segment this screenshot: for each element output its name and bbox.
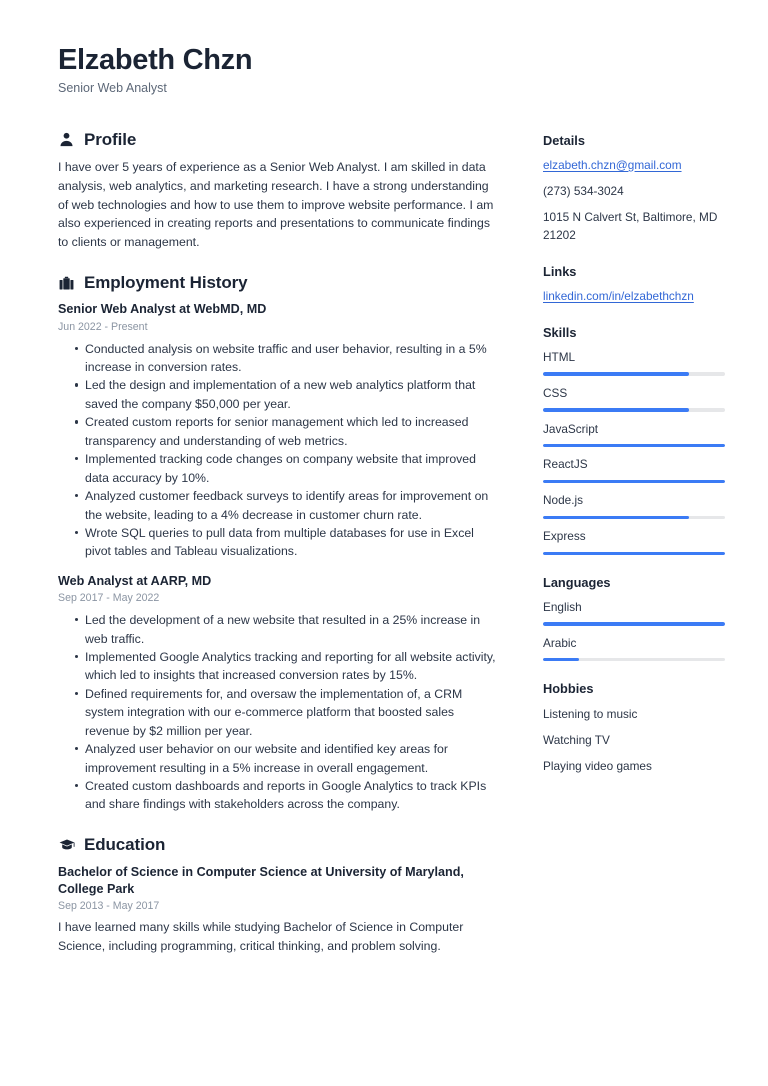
user-icon — [58, 131, 75, 148]
skill-label: JavaScript — [543, 421, 599, 436]
entry-description: I have learned many skills while studying Bachelor of Science in Computer Science, including programming, critical thinking, and problem solving. — [58, 920, 464, 953]
employment-entry — [58, 301, 498, 334]
hobbies-heading: Hobbies — [543, 681, 594, 697]
profile-text: I have over 5 years of experience as a Senior Web Analyst. I am skilled in data analysis, web analytics, and marketing research. I have a strong understanding of web technologies and how to use them to improve website performance. I am also experienced in creating reports and presentations to communicate findings to clients or management. — [58, 160, 494, 250]
bullet-item: Implemented tracking code changes on company website that improved data accuracy by 10%. — [75, 450, 498, 487]
skill-fill — [543, 552, 725, 556]
briefcase-icon — [58, 275, 75, 292]
skill-label: HTML — [543, 349, 576, 364]
hobby-item: Listening to music — [543, 706, 638, 721]
language-item — [543, 636, 743, 662]
skill-track — [543, 408, 725, 412]
candidate-name: Elzabeth Chzn — [58, 44, 253, 76]
entry-date: Jun 2022 - Present — [58, 320, 148, 333]
language-fill — [543, 622, 725, 626]
sidebar-languages — [543, 575, 743, 661]
employment-entry — [58, 573, 498, 606]
bullet-item: Led the design and implementation of a new web analytics platform that saved the company $50,000 per year. — [75, 376, 498, 413]
bullet-item: Wrote SQL queries to pull data from multiple databases for use in Excel pivot tables and Tableau visualizations. — [75, 524, 498, 561]
phone-number: (273) 534-3024 — [543, 184, 624, 199]
employment-entries — [58, 301, 498, 813]
skill-fill — [543, 408, 689, 412]
skill-label: CSS — [543, 385, 568, 400]
education-heading: Education — [84, 834, 166, 854]
sidebar-column — [543, 131, 743, 796]
linkedin-link[interactable]: linkedin.com/in/elzabethchzn — [543, 289, 694, 304]
address: 1015 N Calvert St, Baltimore, MD 21202 — [543, 210, 718, 242]
language-track — [543, 658, 725, 662]
skill-fill — [543, 444, 725, 448]
skill-item — [543, 529, 743, 555]
bullet-item: Created custom reports for senior management which led to increased transparency and understanding of web metrics. — [75, 413, 498, 450]
hobby-item: Watching TV — [543, 733, 610, 747]
language-item — [543, 600, 743, 626]
details-heading: Details — [543, 132, 585, 148]
language-label: English — [543, 599, 582, 614]
entry-date: Sep 2013 - May 2017 — [58, 900, 160, 913]
bullet-item: Analyzed customer feedback surveys to identify areas for improvement on the website, leading to a 4% decrease in customer churn rate. — [75, 487, 498, 524]
links-heading: Links — [543, 263, 577, 279]
entry-date: Sep 2017 - May 2022 — [58, 592, 160, 605]
language-fill — [543, 658, 579, 662]
resume-header — [58, 44, 718, 97]
skill-fill — [543, 516, 689, 520]
section-profile — [58, 131, 498, 252]
skill-fill — [543, 372, 689, 376]
graduation-cap-icon — [58, 837, 75, 854]
bullet-item: Defined requirements for, and oversaw the implementation of, a CRM system integration with our e-commerce platform that boosted sales revenue by $2 million per year. — [75, 685, 498, 740]
skill-track — [543, 444, 725, 448]
bullet-item: Conducted analysis on website traffic and user behavior, resulting in a 5% increase in conversion rates. — [75, 340, 498, 377]
skill-track — [543, 372, 725, 376]
employment-heading: Employment History — [84, 272, 248, 292]
skill-fill — [543, 480, 725, 484]
employment-heading-row — [58, 274, 498, 293]
sidebar-hobbies — [543, 681, 743, 775]
skill-label: Express — [543, 529, 586, 544]
section-employment — [58, 274, 498, 814]
skill-label: ReactJS — [543, 457, 588, 472]
skill-item — [543, 457, 743, 483]
skill-item — [543, 386, 743, 412]
languages-heading: Languages — [543, 575, 611, 591]
language-label: Arabic — [543, 635, 577, 650]
skills-heading: Skills — [543, 325, 577, 341]
bullet-item: Implemented Google Analytics tracking and reporting for all website activity, which led to insights that increased conversion rates by 15%. — [75, 648, 498, 685]
skill-item — [543, 422, 743, 448]
skill-label: Node.js — [543, 493, 583, 508]
email-link[interactable]: elzabeth.chzn@gmail.com — [543, 157, 682, 172]
candidate-job-title: Senior Web Analyst — [58, 81, 167, 96]
bullet-item: Created custom dashboards and reports in Google Analytics to track KPIs and share findings with stakeholders across the company. — [75, 777, 498, 814]
bullet-item: Analyzed user behavior on our website and identified key areas for improvement resulting in a 5% increase in overall engagement. — [75, 740, 498, 777]
skill-track — [543, 552, 725, 556]
resume-body — [58, 131, 718, 977]
sidebar-skills — [543, 325, 743, 555]
skill-item — [543, 493, 743, 519]
education-heading-row — [58, 836, 498, 855]
sidebar-details — [543, 133, 743, 244]
skill-item — [543, 350, 743, 376]
bullet-item: Led the development of a new website that resulted in a 25% increase in web traffic. — [75, 611, 498, 648]
main-column — [58, 131, 498, 977]
skill-track — [543, 516, 725, 520]
section-education — [58, 836, 498, 955]
education-entry — [58, 864, 498, 955]
hobby-item: Playing video games — [543, 759, 652, 774]
entry-bullets — [58, 340, 498, 561]
entry-title: Web Analyst at AARP, MD — [58, 573, 212, 588]
profile-heading-row — [58, 131, 498, 150]
sidebar-links — [543, 264, 743, 306]
entry-title: Bachelor of Science in Computer Science at University of Maryland, College Park — [58, 864, 464, 896]
entry-bullets — [58, 611, 498, 814]
profile-heading: Profile — [84, 129, 137, 149]
language-track — [543, 622, 725, 626]
entry-title: Senior Web Analyst at WebMD, MD — [58, 302, 267, 317]
skill-track — [543, 480, 725, 484]
